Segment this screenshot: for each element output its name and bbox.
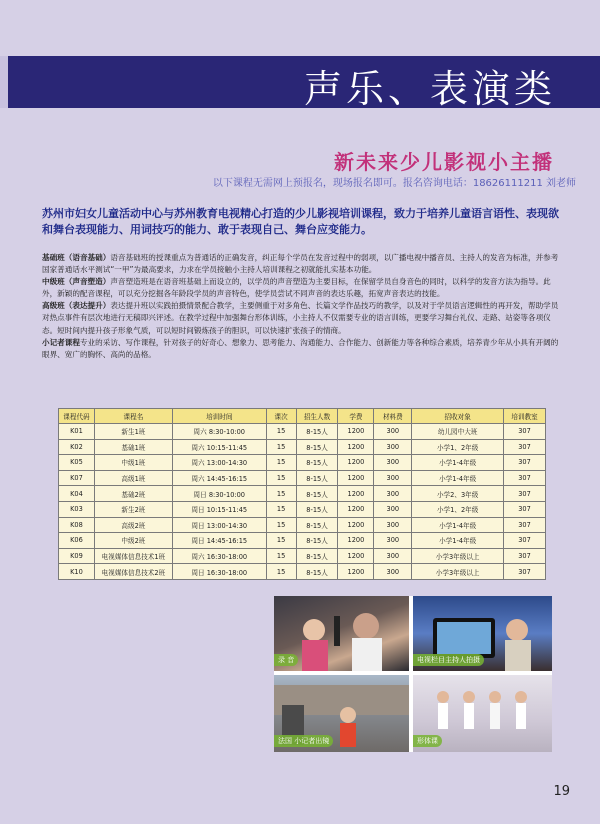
table-cell: 新生2班 [94,501,172,517]
header-band [0,56,600,111]
table-cell: 周六 8:30-10:00 [172,424,266,440]
table-cell: K08 [59,517,95,533]
header-accent [0,56,8,108]
photo-caption: 形体课 [413,735,442,747]
table-cell: 新生1班 [94,424,172,440]
table-cell: 幼儿园中大班 [412,424,504,440]
table-cell: 307 [504,486,546,502]
table-cell: 307 [504,424,546,440]
program-subtitle: 新未来少儿影视小主播 [334,150,554,174]
table-cell: 307 [504,548,546,564]
table-cell: 周日 16:30-18:00 [172,564,266,580]
table-cell: 周六 14:45-16:15 [172,470,266,486]
table-cell: 1200 [338,439,374,455]
table-cell: 300 [374,455,412,471]
table-cell: 中级2班 [94,533,172,549]
level-name: 高级班（表达提升） [42,301,111,311]
photo-caption: 录 音 [274,654,298,666]
table-cell: 8-15人 [296,501,338,517]
table-cell: 307 [504,533,546,549]
table-cell: 300 [374,517,412,533]
table-cell: 300 [374,548,412,564]
level-text: 表达提升班以实践拍摄情景配合教学，主要侧重于对多角色、长篇文学作品技巧的教学，以及对于学员语言逻辑性的再开发，帮助学员对热点事件有层次地进行无稿即兴评述。在教学过程中加强舞台形体训练，小主持人不仅需要专业的语言训练，更要学习舞台礼仪、走路、站姿等各项仪态。短时间内提升孩子形象气质，可以短时间锻炼孩子的胆识，可以快速扩张孩子的情商。 [42,301,559,335]
enrollment-note: 以下课程无需网上预报名，现场报名即可。报名咨询电话：18626111211 刘老师 [212,178,576,189]
table-cell: 15 [266,501,296,517]
table-cell: 周六 13:00-14:30 [172,455,266,471]
table-cell: 307 [504,564,546,580]
photo-recording [274,596,409,671]
table-row [59,564,546,580]
table-cell: 周日 10:15-11:45 [172,501,266,517]
table-cell: 小学1-4年级 [412,517,504,533]
table-cell: 小学3年级以上 [412,564,504,580]
table-cell: 15 [266,486,296,502]
table-cell: K05 [59,455,95,471]
table-cell: 307 [504,470,546,486]
table-cell: 周日 14:45-16:15 [172,533,266,549]
photo-collage [274,596,552,752]
table-cell: 电视媒体信息技术1班 [94,548,172,564]
level-descriptions [42,252,562,361]
table-cell: 300 [374,439,412,455]
column-header: 材料费 [374,409,412,424]
photo-caption: 法国 小记者出镜 [274,735,333,747]
table-cell: 高级2班 [94,517,172,533]
level-advanced [42,300,562,336]
table-cell: 周日 13:00-14:30 [172,517,266,533]
table-cell: 8-15人 [296,424,338,440]
table-cell: K02 [59,439,95,455]
table-row [59,548,546,564]
table-cell: 小学1-4年级 [412,470,504,486]
table-cell: K04 [59,486,95,502]
table-cell: 300 [374,470,412,486]
table-cell: 高级1班 [94,470,172,486]
column-header: 培训教室 [504,409,546,424]
table-cell: 中级1班 [94,455,172,471]
table-cell: 1200 [338,470,374,486]
table-cell: 15 [266,424,296,440]
table-cell: 15 [266,439,296,455]
level-text: 语音基础班的授课重点为普通话的正确发音，纠正每个学员在发音过程中的弱项，以广播电视中播音员、主持人的发音为标准，并参考国家普通话水平测试“一甲”为最高要求，力求在学员接触小主持人培训课程之初就能扎实基本功能。 [42,253,559,275]
table-cell: 小学1、2年级 [412,501,504,517]
column-header: 课次 [266,409,296,424]
table-cell: 300 [374,533,412,549]
level-name: 基础班（语音基础） [42,253,111,262]
table-cell: 300 [374,424,412,440]
table-cell: 307 [504,439,546,455]
table-cell: K07 [59,470,95,486]
table-cell: 1200 [338,564,374,580]
table-cell: 1200 [338,517,374,533]
table-cell: 1200 [338,501,374,517]
intro-paragraph: 苏州市妇女儿童活动中心与苏州教育电视精心打造的少儿影视培训课程，致力于培养儿童语言语性、表现欲和舞台表现能力、用词技巧的能力、敢于表现自己、舞台应变能力。 [42,207,559,236]
table-cell: 电视媒体信息技术2班 [94,564,172,580]
table-cell: K01 [59,424,95,440]
table-cell: 8-15人 [296,564,338,580]
table-cell: 300 [374,486,412,502]
column-header: 课程名 [94,409,172,424]
table-cell: 1200 [338,424,374,440]
course-table-wrap [58,408,546,580]
table-cell: 15 [266,470,296,486]
column-header: 培训时间 [172,409,266,424]
table-cell: K06 [59,533,95,549]
table-cell: 小学1-4年级 [412,455,504,471]
table-cell: 1200 [338,533,374,549]
table-cell: 周六 10:15-11:45 [172,439,266,455]
table-row [59,424,546,440]
table-cell: 8-15人 [296,486,338,502]
table-cell: 小学2、3年级 [412,486,504,502]
table-cell: 15 [266,548,296,564]
table-cell: 15 [266,455,296,471]
table-row [59,470,546,486]
table-cell: 300 [374,501,412,517]
table-row [59,533,546,549]
table-cell: 8-15人 [296,548,338,564]
level-text: 专业的采访、写作课程，针对孩子的好奇心、想象力、思考能力、沟通能力、合作能力、创新能力等各种综合素质，培养青少年从小具有开阔的眼界、宽广的胸怀、高尚的品格。 [42,337,559,359]
table-cell: 8-15人 [296,455,338,471]
table-header-row [59,409,546,424]
table-cell: 15 [266,517,296,533]
column-header: 学费 [338,409,374,424]
page-title: 声乐、表演类 [303,67,556,111]
photo-posture-class [413,675,552,752]
table-cell: 1200 [338,455,374,471]
table-cell: 基础1班 [94,439,172,455]
table-cell: 8-15人 [296,470,338,486]
course-table [58,408,546,580]
course-table-body [59,424,546,580]
table-cell: 8-15人 [296,533,338,549]
table-cell: 8-15人 [296,517,338,533]
table-cell: 周六 16:30-18:00 [172,548,266,564]
level-name: 小记者课程 [42,337,80,347]
table-row [59,486,546,502]
column-header: 招收对象 [412,409,504,424]
table-cell: K03 [59,501,95,517]
table-row [59,501,546,517]
table-cell: 15 [266,564,296,580]
table-cell: 周日 8:30-10:00 [172,486,266,502]
table-row [59,517,546,533]
level-name: 中级班（声音塑造） [42,277,111,287]
table-cell: 15 [266,533,296,549]
table-cell: 300 [374,564,412,580]
table-row [59,439,546,455]
level-text: 声音塑造班是在语音班基础上而设立的，以学员的声音塑造为主要目标，在保留学员自身音色的同时，以科学的发音方法为指导。此外，新颖的配音课程，可以充分挖掘各年龄段学员的声音特色，使学员尝试不同声音的表达乐趣，拓宽声音表达的技能。 [42,277,551,299]
table-cell: 小学1-4年级 [412,533,504,549]
table-cell: 1200 [338,486,374,502]
table-row [59,455,546,471]
photo-caption: 电视栏目主持人拍摄 [413,654,484,666]
photo-reporter [274,675,409,752]
table-cell: 小学1、2年级 [412,439,504,455]
page-number: 19 [553,784,570,799]
table-cell: K10 [59,564,95,580]
level-reporter [42,337,562,361]
table-cell: 307 [504,501,546,517]
level-basic [42,252,562,276]
table-cell: 8-15人 [296,439,338,455]
table-cell: K09 [59,548,95,564]
column-header: 招生人数 [296,409,338,424]
photo-tv-shoot [413,596,552,671]
table-cell: 307 [504,455,546,471]
table-cell: 307 [504,517,546,533]
table-cell: 小学3年级以上 [412,548,504,564]
table-cell: 1200 [338,548,374,564]
level-intermediate [42,276,562,300]
column-header: 课程代码 [59,409,95,424]
table-cell: 基础2班 [94,486,172,502]
